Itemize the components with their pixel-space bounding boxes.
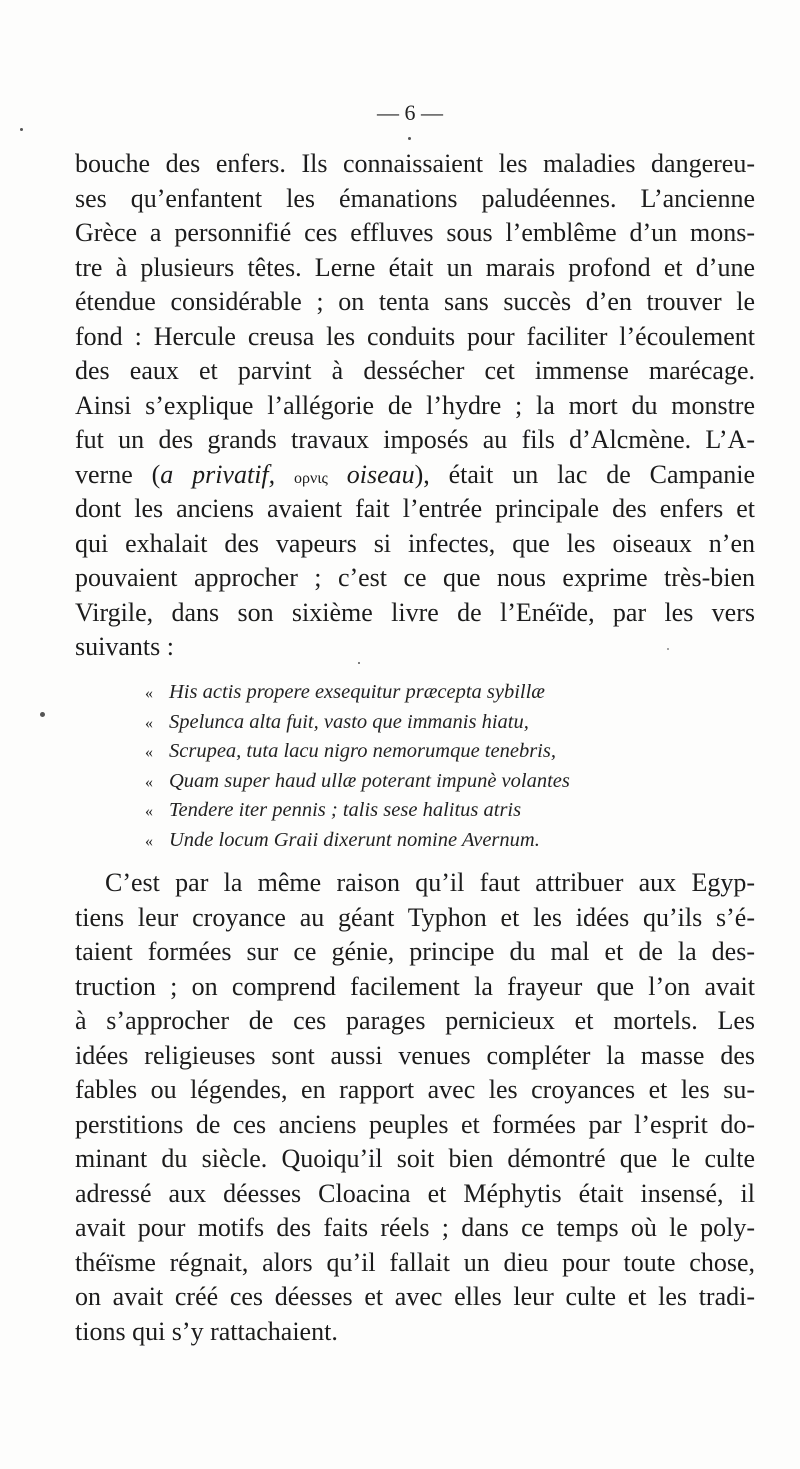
text-line: on avait créé ces déesses et avec elles leur culte et les tradi- bbox=[75, 1282, 755, 1311]
text-line: théïsme régnait, alors qu’il fallait un dieu pour toute chose, bbox=[75, 1247, 755, 1277]
text-line: tiens leur croyance au géant Typhon et les idées qu’ils s’é- bbox=[75, 902, 755, 932]
print-speck bbox=[667, 648, 669, 650]
etymology-privative: a privatif, bbox=[160, 459, 276, 489]
print-speck bbox=[358, 662, 360, 664]
text-line: truction ; on comprend facilement la frayeur que l’on avait bbox=[75, 971, 755, 1001]
verse-text: Spelunca alta fuit, vasto que immanis hiatu, bbox=[169, 710, 529, 733]
text-line: pouvaient approcher ; c’est ce que nous exprime très-bien bbox=[75, 563, 755, 592]
print-speck bbox=[20, 128, 23, 131]
text-line: Virgile, dans son sixième livre de l’Enéïde, par les vers bbox=[75, 597, 755, 627]
text-line: minant du siècle. Quoiqu’il soit bien démontré que le culte bbox=[75, 1144, 755, 1173]
text-line: Grèce a personnifié ces effluves sous l’emblême d’un mons- bbox=[75, 218, 755, 247]
page-number: — 6 — bbox=[377, 100, 443, 125]
etymology-end: ), était un lac de Campanie bbox=[414, 459, 756, 489]
text-line: étendue considérable ; on tenta sans succès d’en trouver le bbox=[75, 287, 755, 316]
verse-line bbox=[145, 708, 745, 738]
text-line: ses qu’enfantent les émanations paludéennes. L’ancienne bbox=[75, 183, 755, 213]
text-line: fut un des grands travaux imposés au fils d’Alcmène. L’A- bbox=[75, 425, 755, 454]
verse-line bbox=[145, 796, 745, 826]
text-line: des eaux et parvint à dessécher cet immense marécage. bbox=[75, 356, 755, 385]
text-line: tre à plusieurs têtes. Lerne était un marais profond et d’une bbox=[75, 252, 755, 282]
verse-line bbox=[145, 678, 745, 708]
paragraph-1 bbox=[75, 147, 755, 665]
quote-mark: « bbox=[145, 685, 153, 702]
quote-mark: « bbox=[145, 744, 153, 761]
text-line: fables ou légendes, en rapport avec les croyances et les su- bbox=[75, 1075, 755, 1104]
paragraph-2 bbox=[75, 866, 755, 1349]
text-line: à s’approcher de ces parages pernicieux et mortels. Les bbox=[75, 1006, 755, 1035]
text-line: taient formées sur ce génie, principe du mal et de la des- bbox=[75, 937, 755, 966]
verse-line bbox=[145, 826, 745, 856]
text-line: C’est par la même raison qu’il faut attribuer aux Egyp- bbox=[105, 868, 755, 897]
verse-line bbox=[145, 737, 745, 767]
text-line: perstitions de ces anciens peuples et formées par l’esprit do- bbox=[75, 1109, 755, 1139]
print-speck bbox=[408, 137, 411, 140]
text-line: dont les anciens avaient fait l’entrée principale des enfers et bbox=[75, 494, 755, 523]
text-line: avait pour motifs des faits réels ; dans ce temps où le poly- bbox=[75, 1213, 755, 1242]
quote-mark: « bbox=[145, 773, 153, 791]
print-speck bbox=[40, 712, 45, 717]
verse-text: Tendere iter pennis ; talis sese halitus atris bbox=[169, 799, 522, 821]
text-line: qui exhalait des vapeurs si infectes, que les oiseaux n’en bbox=[75, 528, 755, 558]
text-line: bouche des enfers. Ils connaissaient les maladies dangereu- bbox=[75, 149, 755, 178]
verse-quotation bbox=[145, 678, 745, 855]
verse-text: Quam super haud ullæ poterant impunè volantes bbox=[169, 769, 570, 792]
quote-mark: « bbox=[145, 803, 153, 820]
verse-line bbox=[145, 767, 745, 797]
verse-text: Scrupea, tuta lacu nigro nemorumque tenebris, bbox=[169, 740, 556, 762]
text-line: idées religieuses sont aussi venues compléter la masse des bbox=[75, 1040, 755, 1070]
etymology-bird: oiseau bbox=[346, 459, 415, 489]
text-line: fond : Hercule creusa les conduits pour faciliter l’écoulement bbox=[75, 321, 755, 351]
text-line: tions qui s’y rattachaient. bbox=[75, 1316, 338, 1346]
verse-text: His actis propere exsequitur præcepta sybillæ bbox=[169, 681, 545, 703]
text-line: suivants : bbox=[75, 632, 174, 661]
text-line: Ainsi s’explique l’allégorie de l’hydre ; la mort du monstre bbox=[75, 390, 755, 420]
text-line: adressé aux déesses Cloacina et Méphytis était insensé, il bbox=[75, 1178, 755, 1208]
quote-mark: « bbox=[145, 832, 153, 850]
etymology-greek: ορνις bbox=[294, 469, 328, 487]
etymology-start: verne ( bbox=[75, 459, 161, 489]
verse-text: Unde locum Graii dixerunt nomine Avernum. bbox=[169, 828, 540, 851]
quote-mark: « bbox=[145, 714, 153, 732]
text-line-etymology bbox=[75, 458, 755, 493]
